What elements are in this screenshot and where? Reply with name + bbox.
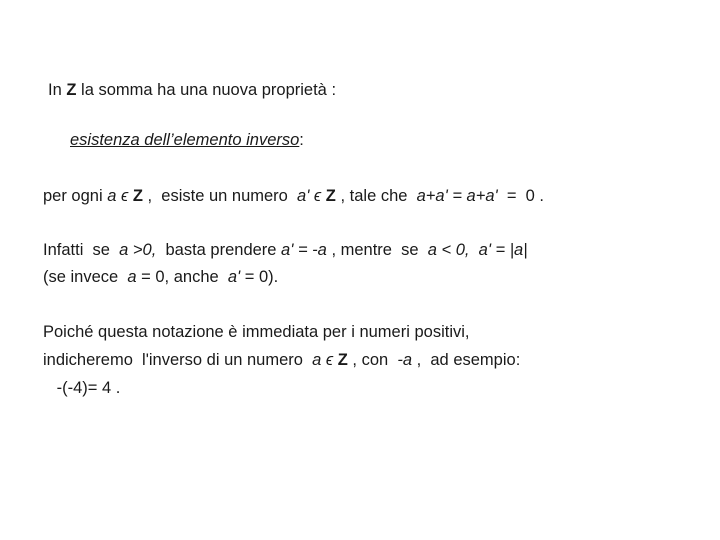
integers-symbol: Z bbox=[337, 351, 348, 369]
explanation-line-1 bbox=[43, 240, 528, 260]
math-condition: a' = -a bbox=[281, 241, 327, 259]
heading bbox=[48, 80, 336, 100]
text: , con bbox=[347, 351, 398, 369]
text: , tale che bbox=[335, 187, 417, 205]
text: per ogni bbox=[43, 187, 108, 205]
text: (se invece bbox=[43, 268, 128, 286]
text: , esiste un numero bbox=[142, 187, 298, 205]
definition-line bbox=[43, 186, 544, 206]
heading-text: In bbox=[48, 81, 67, 99]
math-a-prime: a' ϵ bbox=[297, 187, 326, 205]
integers-symbol: Z bbox=[66, 81, 77, 99]
math-a: a ϵ bbox=[107, 187, 133, 205]
math-condition: a >0, bbox=[119, 241, 157, 259]
math-a: a bbox=[127, 268, 137, 286]
text: = 0, anche bbox=[136, 268, 228, 286]
text: , ad esempio: bbox=[412, 351, 521, 369]
notation-example: -(-4)= 4 . bbox=[52, 379, 121, 397]
math-equation: a+a' = a+a' bbox=[416, 187, 498, 205]
text: = 0). bbox=[240, 268, 279, 286]
math-condition: a < 0, a' = |a| bbox=[427, 241, 528, 259]
heading-text-tail: la somma ha una nuova proprietà : bbox=[76, 81, 337, 99]
text: Infatti se bbox=[43, 241, 120, 259]
text: , mentre se bbox=[326, 241, 428, 259]
explanation-line-2 bbox=[43, 267, 278, 287]
subheading-underlined: esistenza dell’elemento inverso bbox=[70, 131, 300, 149]
text: indicheremo l'inverso di un numero bbox=[43, 351, 313, 369]
subheading bbox=[70, 130, 304, 150]
math-a-prime: a' bbox=[227, 268, 241, 286]
math-a: a ϵ bbox=[312, 351, 338, 369]
subheading-colon: : bbox=[299, 131, 304, 149]
notation-line-1: Poiché questa notazione è immediata per i numeri positivi, bbox=[43, 323, 470, 341]
text: = 0 . bbox=[497, 187, 545, 205]
math-minus-a: -a bbox=[397, 351, 413, 369]
integers-symbol: Z bbox=[132, 187, 143, 205]
notation-line-2 bbox=[43, 350, 520, 370]
integers-symbol: Z bbox=[325, 187, 336, 205]
text: basta prendere bbox=[156, 241, 282, 259]
